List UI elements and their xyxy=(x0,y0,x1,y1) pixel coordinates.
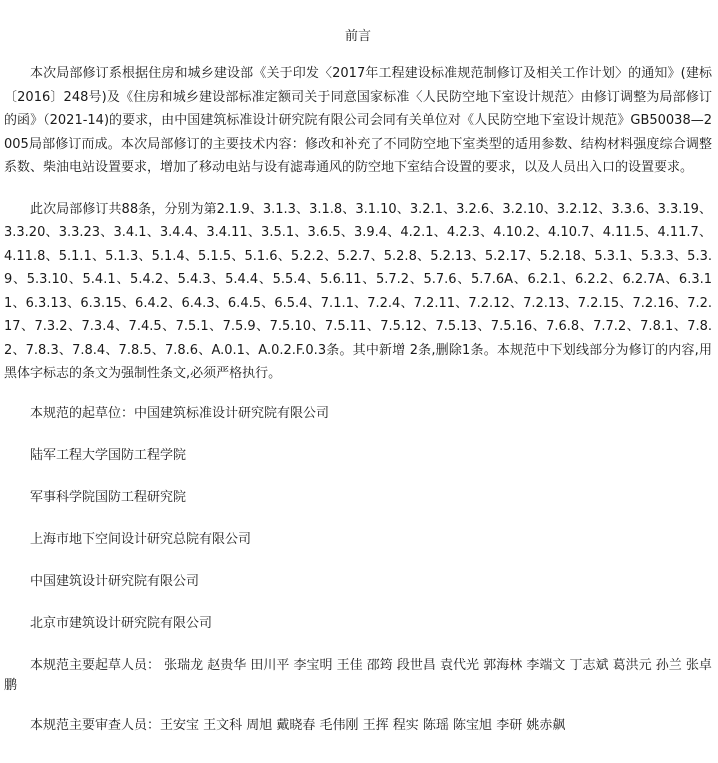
participating-unit: 中国建筑设计研究院有限公司 xyxy=(30,573,200,589)
participating-unit: 上海市地下空间设计研究总院有限公司 xyxy=(30,531,252,547)
intro-paragraph-revised-clauses: 此次局部修订共88条，分别为第2.1.9、3.1.3、3.1.8、3.1.10、3.2.1、3.2.6、3.2.10、3.2.12、3.3.6、3.3.19、3.3.20、3.3.23、3.4.1、3.4.4、3.4.11、3.5.1、3.6.5、3.9.4、4.2.1、4.2.3、4.10.2、4.10.7、4.11.5、4.11.7、4.11.8、5.1.1、5.1.3、5.1.4、5.1.5、5.1.6、5.2.2、5.2.7、5.2.8、5.2.13、5.2.17、5.2.18、5.3.1、5.3.3、5.3.9、5.3.10、5.4.1、5.4.2、5.4.3、5.4.4、5.5.4、5.6.11、5.7.2、5.7.6、5.7.6A、6.2.1、6.2.2、6.2.7A、6.3.11、6.3.13、6.3.15、6.4.2、6.4.3、6.4.5、6.5.4、7.1.1、7.2.4、7.2.11、7.2.12、7.2.13、7.2.15、7.2.16、7.2.17、7.3.2、7.3.4、7.4.5、7.5.1、7.5.9、7.5.10、7.5.11、7.5.12、7.5.13、7.5.16、7.6.8、7.7.2、7.8.1、7.8.2、7.8.3、7.8.4、7.8.5、7.8.6、A.0.1、A.0.2.F.0.3条。其中新增 2条,删除1条。本规范中下划线部分为修订的内容,用黑体字标志的条文为强制性条文,必须严格执行。 xyxy=(4,201,712,381)
intro-paragraph-revision-basis: 本次局部修订系根据住房和城乡建设部《关于印发〈2017年工程建设标准规范制修订及相关工作计划〉的通知》(建标〔2016〕248号)及《住房和城乡建设部标准定额司关于同意国家标准〈人民防空地下室设计规范〉由修订调整为局部修订的函》（2021-14)的要求，由中国建筑标准设计研究院有限公司会同有关单位对《人民防空地下室设计规范》GB50038—2005局部修订而成。本次局部修订的主要技术内容：修改和补充了不同防空地下室类型的适用参数、结构材料强度综合调整系数、柴油电站设置要求，增加了移动电站与设有滤毒通风的防空地下室结合设置的要求，以及人员出入口的设置要求。 xyxy=(4,66,712,175)
drafting-unit: 本规范的起草位：中国建筑标准设计研究院有限公司 xyxy=(30,405,330,421)
main-reviewers: 本规范主要审查人员：王安宝 王文科 周旭 戴晓春 毛伟刚 王挥 程实 陈瑶 陈宝旭 李研 姚赤飙 xyxy=(30,717,566,733)
page-title: 前言 xyxy=(344,29,371,44)
participating-unit: 军事科学院国防工程研究院 xyxy=(30,489,187,505)
participating-unit: 陆军工程大学国防工程学院 xyxy=(30,447,187,463)
participating-unit: 北京市建筑设计研究院有限公司 xyxy=(30,615,213,631)
main-drafters: 本规范主要起草人员： 张瑞龙 赵贵华 田川平 李宝明 王佳 邵筠 段世昌 袁代光 郭海林 李端文 丁志斌 葛洪元 孙兰 张卓鹏 xyxy=(4,657,712,693)
